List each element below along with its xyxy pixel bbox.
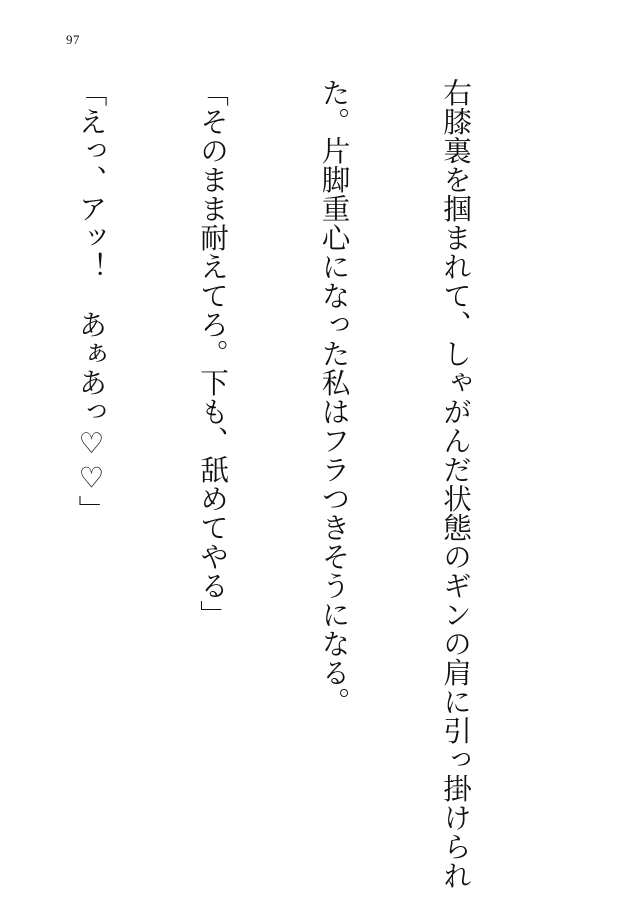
text-line: た。片脚重心になった私はフラつきそうになる。 — [317, 78, 352, 716]
text-line: 右膝裏を掴まれて、しゃがんだ状態のギンの肩に引っ掛けられ — [439, 78, 473, 890]
vertical-text-body — [67, 78, 557, 890]
page-number: 97 — [66, 32, 80, 47]
text-line: 「えっ、アッ！ あぁあっ♡♡」 — [74, 78, 109, 524]
text-line: 「そのまま耐えてろ。下も、舐めてやる」 — [196, 78, 230, 629]
